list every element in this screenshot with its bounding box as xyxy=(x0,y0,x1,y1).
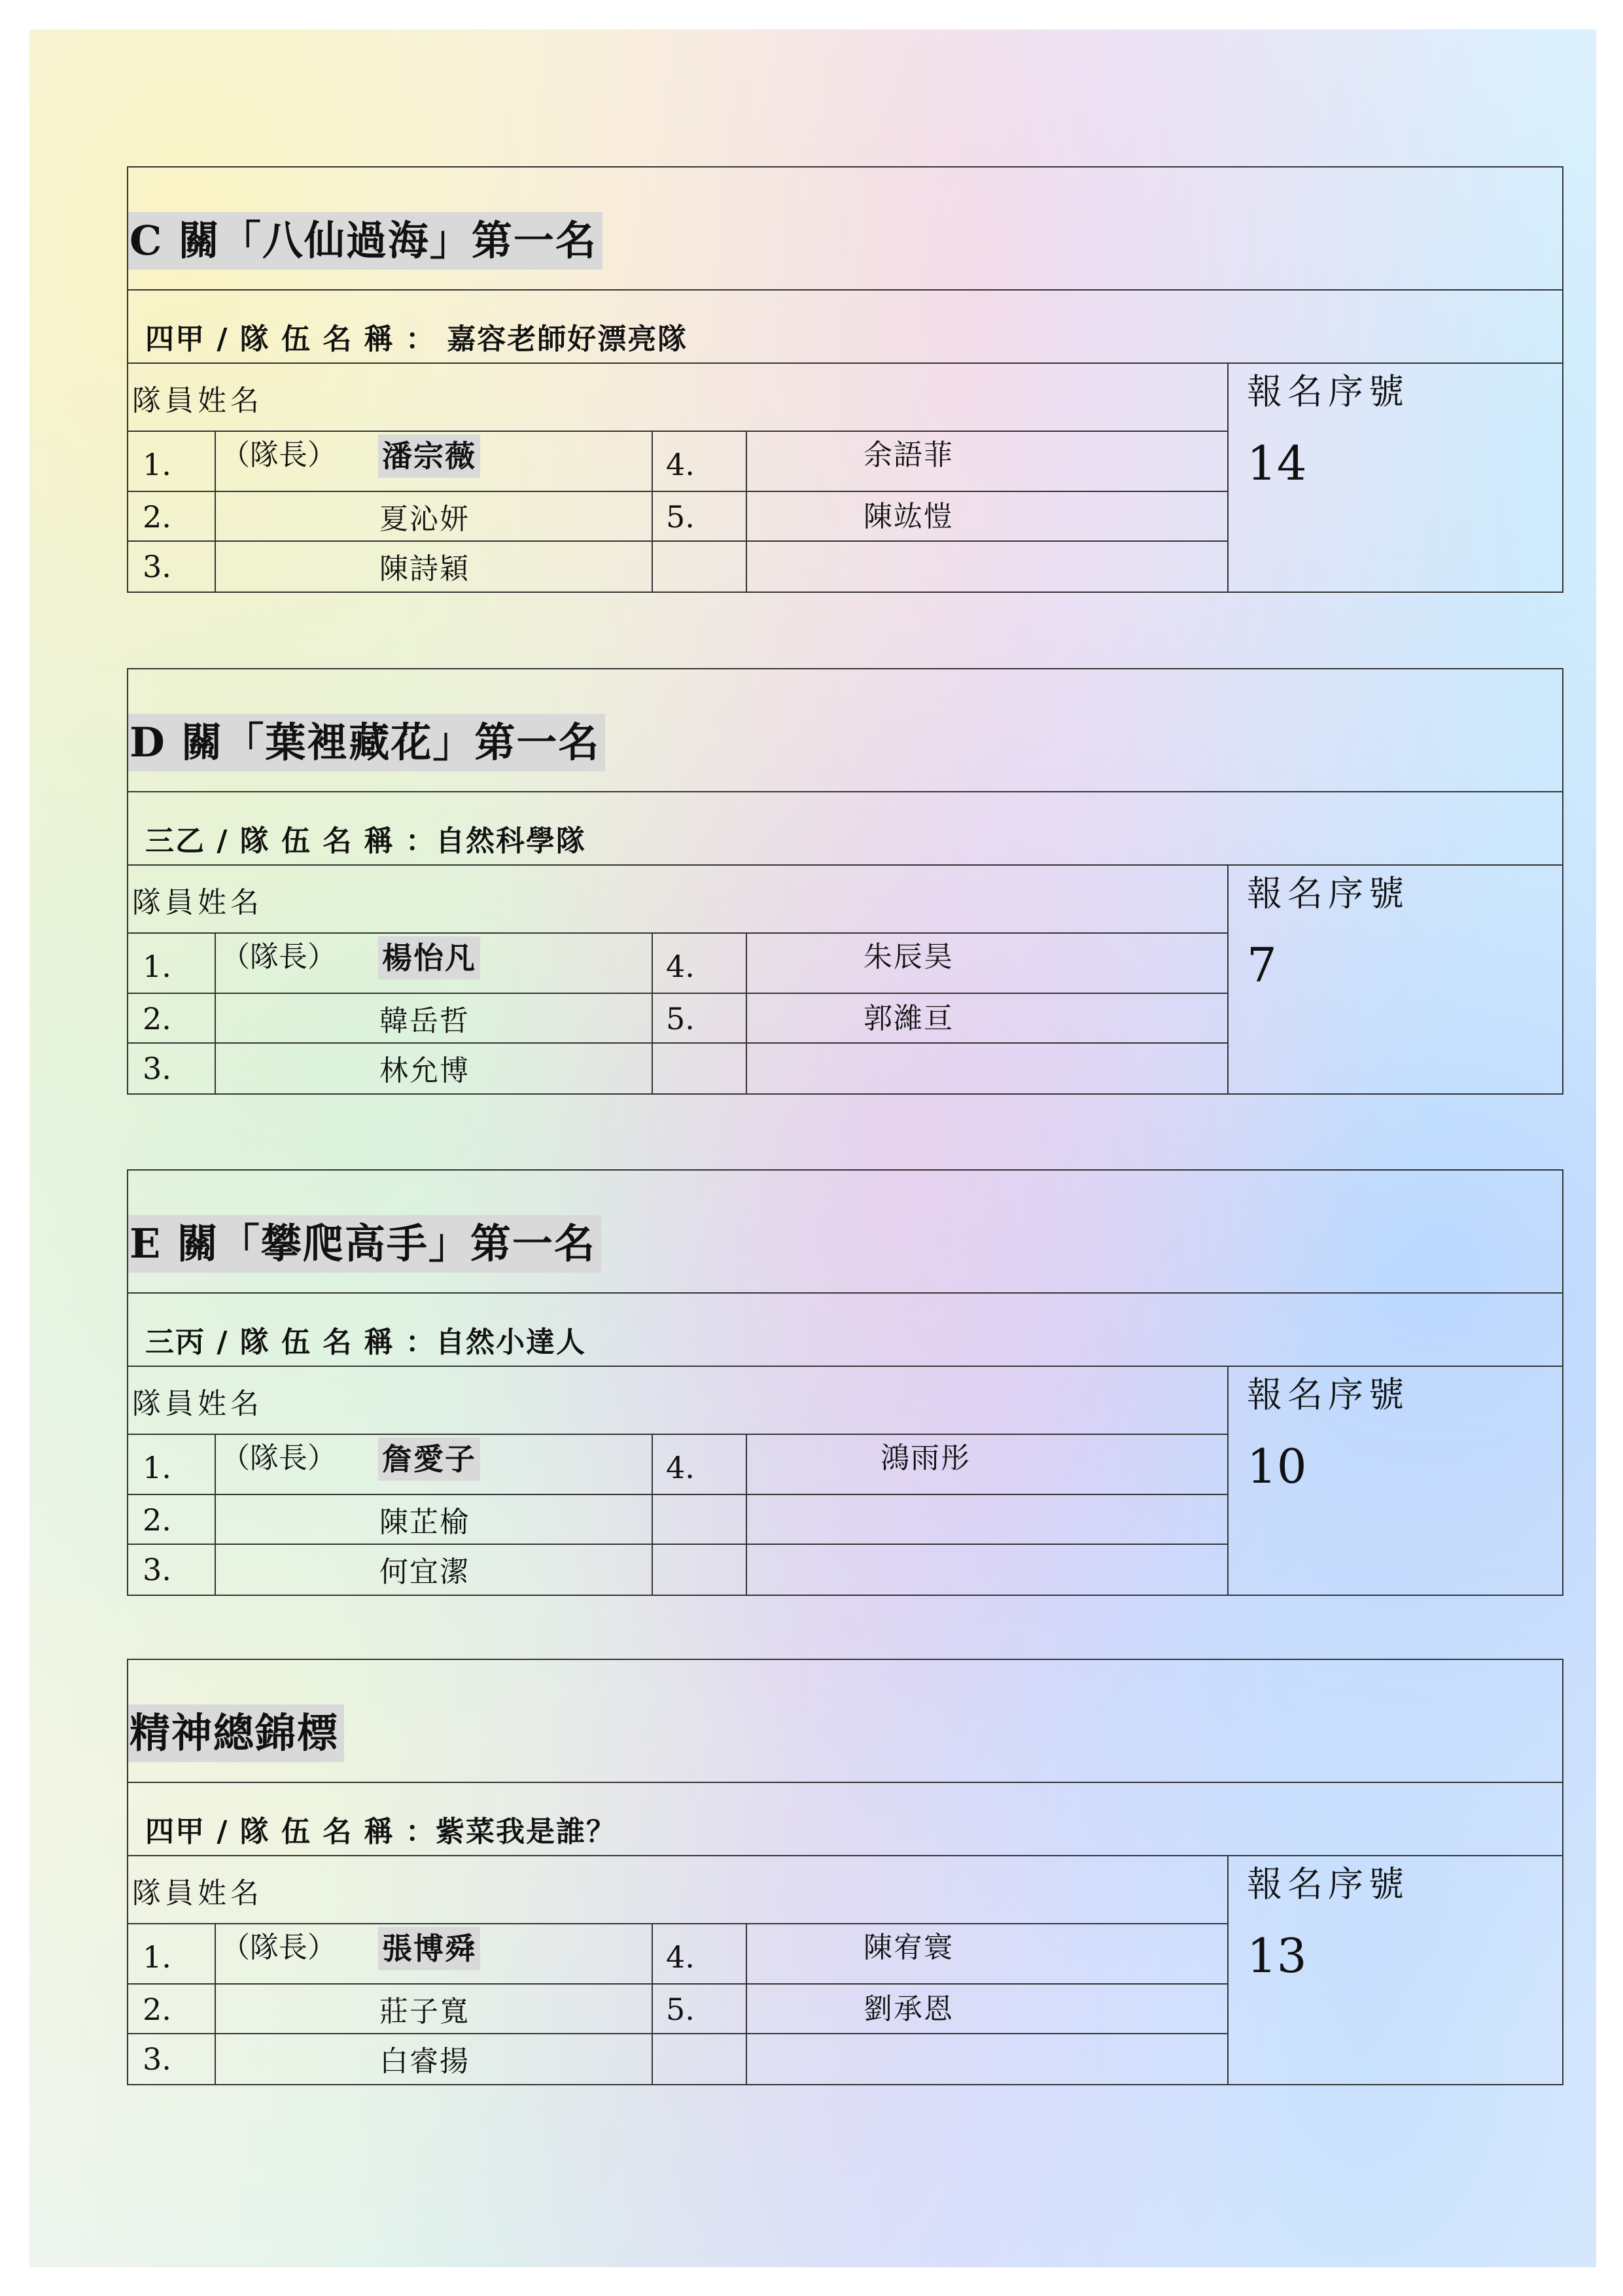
member-name: 余語菲 xyxy=(864,438,954,472)
leader-name: 詹愛子 xyxy=(378,1438,480,1481)
members-table xyxy=(128,1923,1229,2085)
members-label: 隊員姓名 xyxy=(132,1877,263,1910)
leader-tag: （隊長） xyxy=(221,940,336,974)
member-number: 4. xyxy=(666,1450,695,1485)
member-number: 3. xyxy=(143,1051,171,1086)
registration-number: 14 xyxy=(1247,436,1307,491)
members-table xyxy=(128,1434,1229,1596)
document-page xyxy=(29,29,1596,2267)
member-number: 1. xyxy=(143,949,171,984)
member-number: 5. xyxy=(666,1001,695,1036)
title-row xyxy=(128,168,1562,291)
leader-name: 張博舜 xyxy=(378,1927,480,1970)
award-title: 精神總錦標 xyxy=(128,1704,344,1762)
member-name: 郭濰亘 xyxy=(864,1002,954,1035)
member-number: 4. xyxy=(666,1939,695,1975)
member-name: 何宜潔 xyxy=(379,1555,470,1589)
member-number: 4. xyxy=(666,447,695,482)
team-row xyxy=(128,1294,1562,1367)
member-name: 白睿揚 xyxy=(379,2045,470,2078)
award-block-d xyxy=(127,668,1563,1095)
member-name: 莊子寬 xyxy=(379,1995,470,2028)
leader-tag: （隊長） xyxy=(221,1441,336,1475)
team-name: 四甲 / 隊 伍 名 稱 ：紫菜我是誰？ xyxy=(145,1815,616,1848)
team-row xyxy=(128,792,1562,866)
team-name: 三丙 / 隊 伍 名 稱 ：自然小達人 xyxy=(145,1326,586,1359)
award-title: E 關「攀爬高手」第一名 xyxy=(128,1215,601,1273)
member-name: 韓岳哲 xyxy=(379,1004,470,1038)
members-label: 隊員姓名 xyxy=(132,1387,263,1421)
member-number: 4. xyxy=(666,949,695,984)
member-name: 陳詩穎 xyxy=(379,552,470,586)
member-name: 夏沁妍 xyxy=(379,503,470,536)
member-name: 陳竑愷 xyxy=(864,500,954,533)
member-number: 5. xyxy=(666,1992,695,2027)
leader-name: 楊怡凡 xyxy=(378,936,480,980)
member-number: 2. xyxy=(143,499,171,535)
member-name: 朱辰昊 xyxy=(864,940,954,974)
member-number: 2. xyxy=(143,1502,171,1538)
registration-label: 報名序號 xyxy=(1247,873,1409,914)
team-name: 四甲 / 隊 伍 名 稱 ： 嘉容老師好漂亮隊 xyxy=(145,323,688,356)
award-block-spirit xyxy=(127,1659,1563,2085)
members-label: 隊員姓名 xyxy=(132,886,263,919)
member-name: 鴻雨彤 xyxy=(881,1441,971,1475)
registration-number: 7 xyxy=(1247,938,1277,993)
member-number: 3. xyxy=(143,549,171,584)
member-name: 林允博 xyxy=(379,1054,470,1087)
member-number: 1. xyxy=(143,447,171,482)
leader-tag: （隊長） xyxy=(221,438,336,472)
team-row xyxy=(128,291,1562,364)
title-row xyxy=(128,1171,1562,1294)
member-number: 5. xyxy=(666,499,695,535)
leader-tag: （隊長） xyxy=(221,1931,336,1964)
registration-label: 報名序號 xyxy=(1247,1863,1409,1905)
member-name: 陳芷榆 xyxy=(379,1506,470,1539)
member-name: 陳宥寰 xyxy=(864,1931,954,1964)
title-row xyxy=(128,669,1562,792)
registration-number: 10 xyxy=(1247,1439,1307,1494)
registration-label: 報名序號 xyxy=(1247,371,1409,412)
registration-number: 13 xyxy=(1247,1928,1307,1983)
member-number: 2. xyxy=(143,1001,171,1036)
team-row xyxy=(128,1783,1562,1856)
team-name: 三乙 / 隊 伍 名 稱 ：自然科學隊 xyxy=(145,824,586,858)
award-block-c xyxy=(127,166,1563,593)
members-table xyxy=(128,932,1229,1095)
award-title: C 關「八仙過海」第一名 xyxy=(128,212,602,270)
members-table xyxy=(128,431,1229,593)
title-row xyxy=(128,1660,1562,1783)
registration-label: 報名序號 xyxy=(1247,1374,1409,1415)
member-number: 1. xyxy=(143,1939,171,1975)
member-number: 3. xyxy=(143,1552,171,1587)
award-title: D 關「葉裡藏花」第一名 xyxy=(128,714,605,771)
leader-name: 潘宗薇 xyxy=(378,434,480,478)
award-block-e xyxy=(127,1169,1563,1596)
member-name: 劉承恩 xyxy=(864,1992,954,2026)
member-number: 3. xyxy=(143,2041,171,2077)
member-number: 2. xyxy=(143,1992,171,2027)
members-label: 隊員姓名 xyxy=(132,384,263,417)
member-number: 1. xyxy=(143,1450,171,1485)
